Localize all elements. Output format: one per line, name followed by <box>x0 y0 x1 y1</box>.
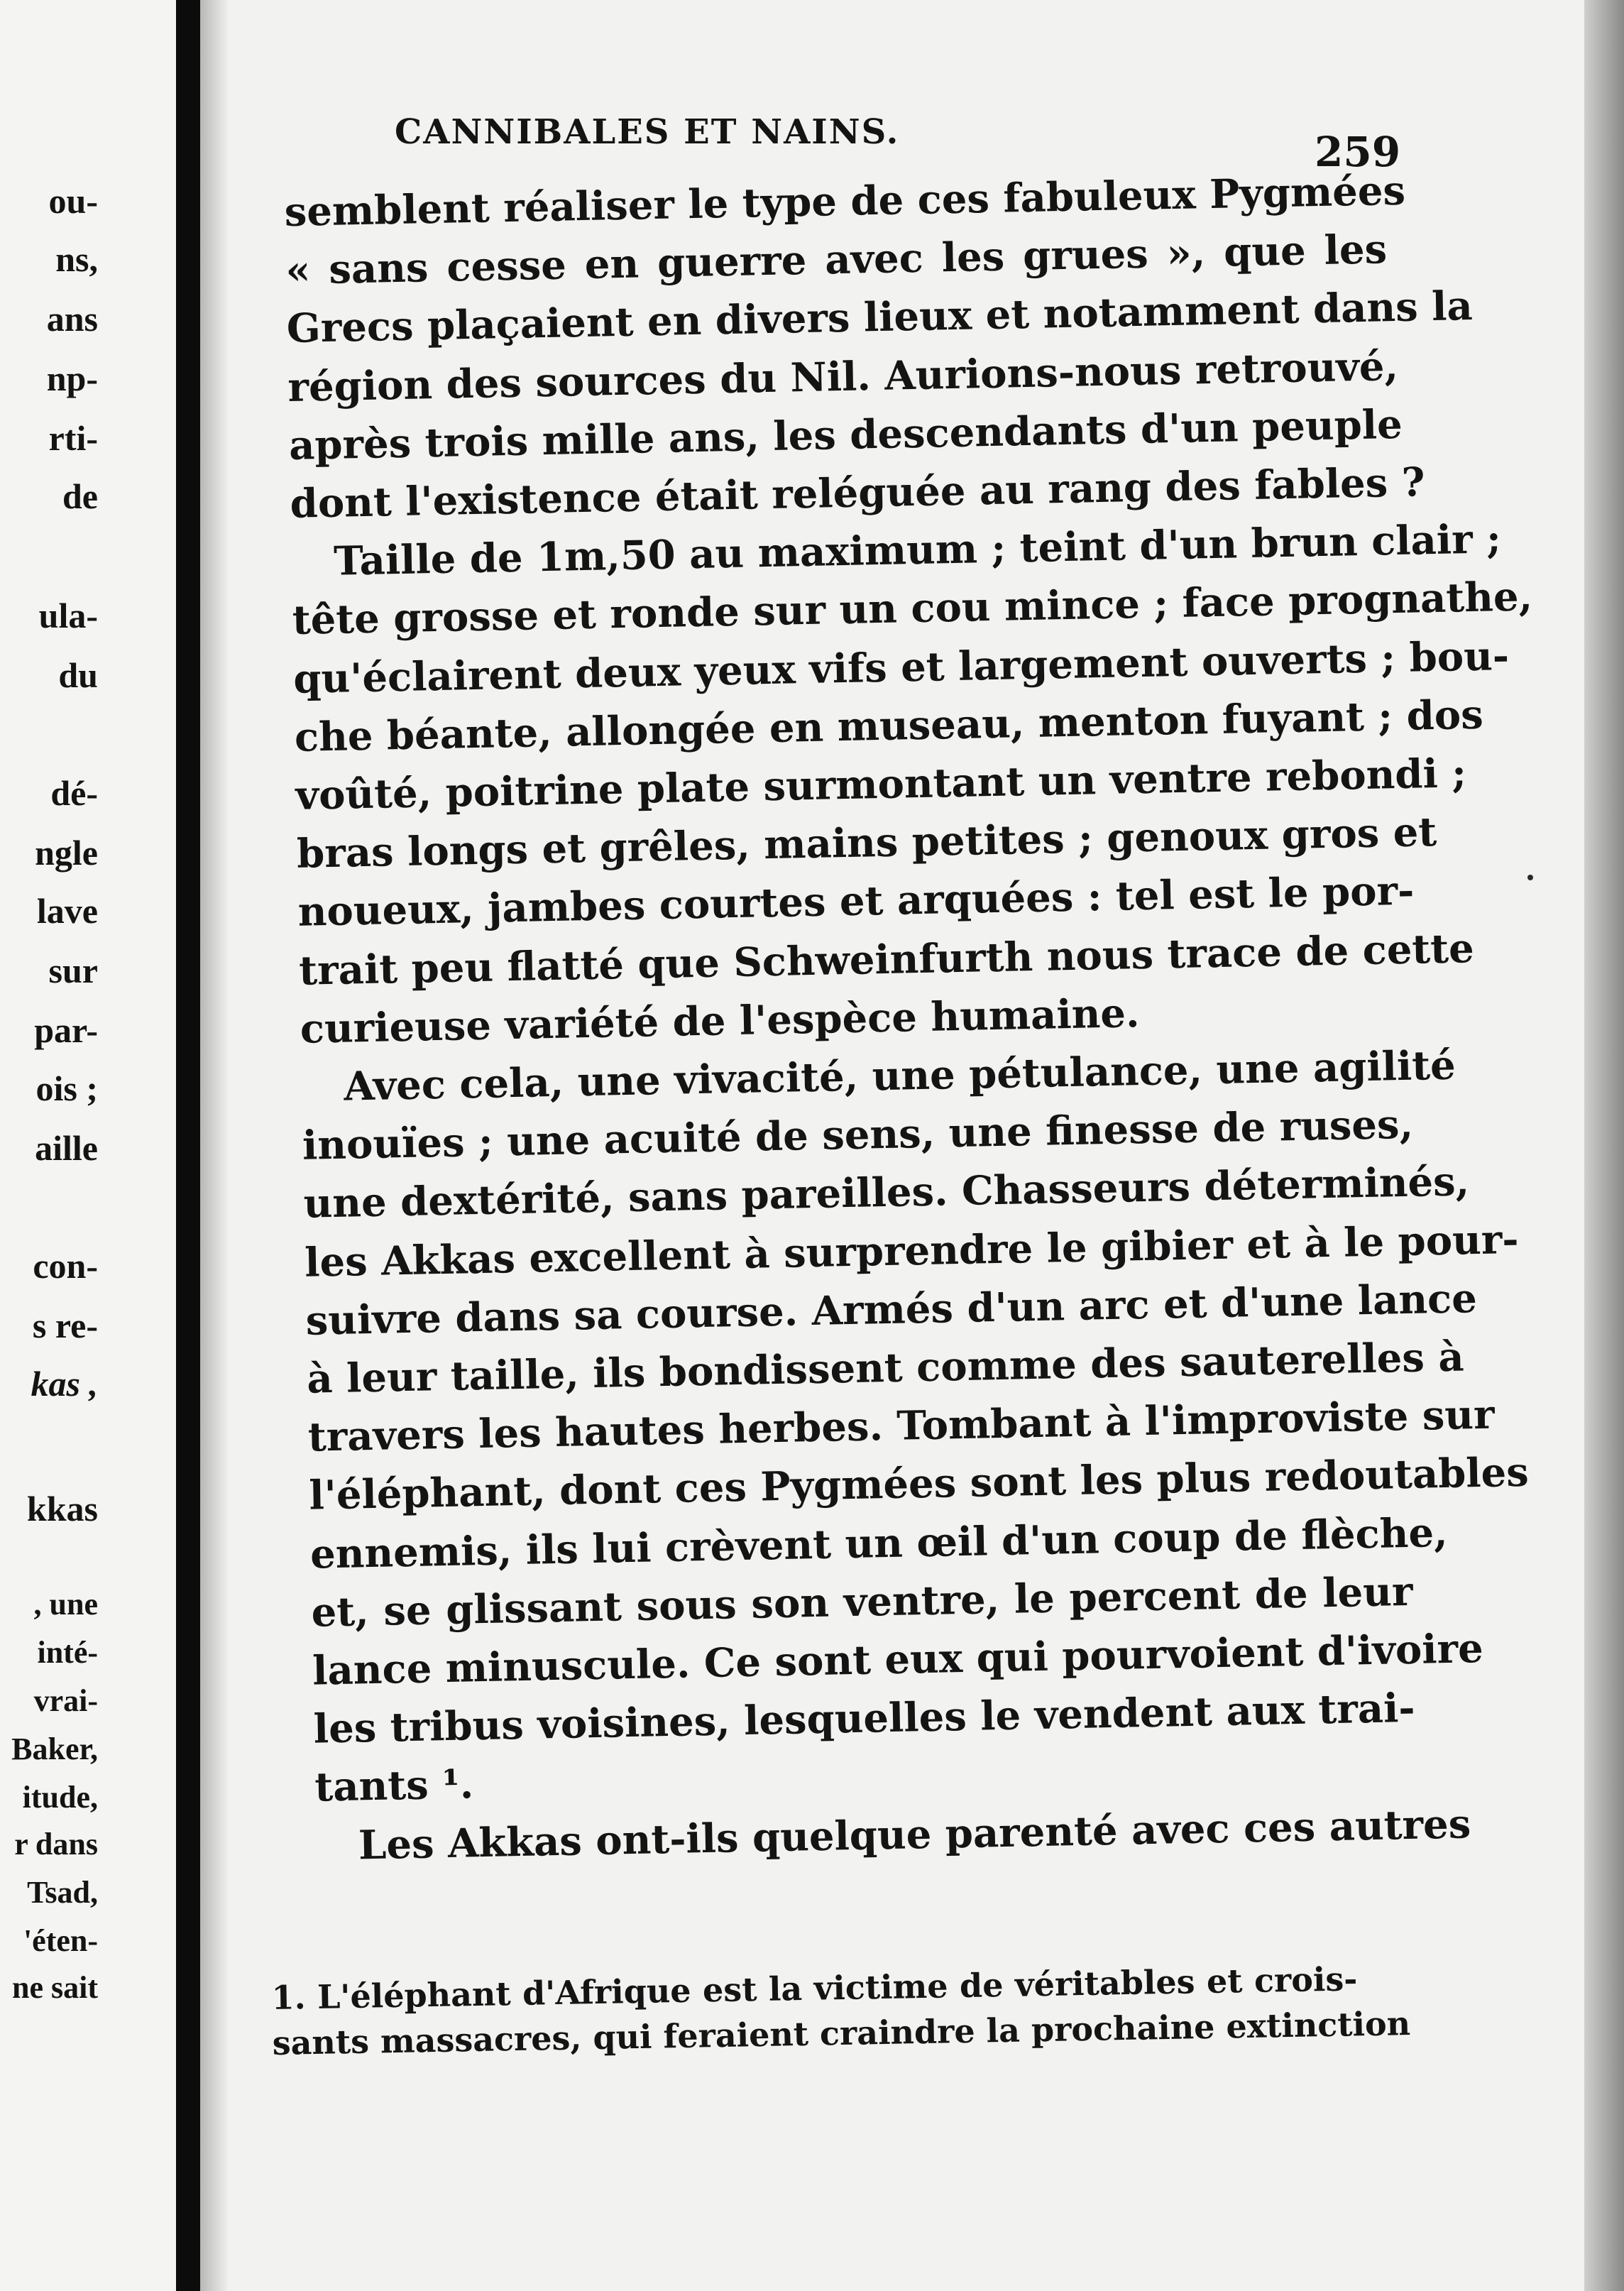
footnote-line: sants massacres, qui feraient craindre la prochaine extinction <box>272 2004 1411 2062</box>
facing-page-text: ois ; <box>35 1068 98 1108</box>
facing-page-text: vrai- <box>33 1683 98 1718</box>
facing-page-text: ngle <box>35 833 98 873</box>
text-line: Grecs plaçaient en divers lieux et notamment dans la <box>286 283 1474 353</box>
text-line: dont l'existence était reléguée au rang des fables ? <box>290 459 1426 527</box>
facing-page-text: aille <box>35 1128 98 1168</box>
footnote <box>271 1956 1411 2066</box>
text-line: ennemis, ils lui crèvent un œil d'un coup de flèche, <box>309 1509 1449 1578</box>
text-line: « sans cesse en guerre avec les grues », que les <box>285 226 1388 295</box>
book-gutter <box>176 0 200 2291</box>
facing-page-text: par- <box>34 1010 98 1050</box>
body-text <box>284 162 1533 1875</box>
facing-page-fragment <box>0 0 176 2291</box>
text-line: l'éléphant, dont ces Pygmées sont les plus redoutables <box>308 1449 1530 1520</box>
facing-page-text: con- <box>33 1246 98 1286</box>
facing-page-text: ne sait <box>12 1970 98 2005</box>
text-line: les tribus voisines, lesquelles le vendent aux trai- <box>313 1685 1416 1753</box>
facing-page-text: inté- <box>37 1635 98 1670</box>
facing-page-text: r dans <box>14 1827 98 1861</box>
text-line: région des sources du Nil. Aurions-nous retrouvé, <box>287 342 1399 411</box>
facing-page-text: np- <box>46 359 98 398</box>
facing-page-text: Baker, <box>11 1732 98 1766</box>
text-line: suivre dans sa course. Armés d'un arc et d'une lance <box>305 1274 1478 1345</box>
text-line: inouïes ; une acuité de sens, une finesse de ruses, <box>302 1100 1414 1169</box>
page-number: 259 <box>1315 128 1401 176</box>
facing-page-text: , une <box>33 1587 98 1622</box>
paper-speck <box>1527 875 1533 880</box>
text-line: voûté, poitrine plate surmontant un ventre rebondi ; <box>295 750 1467 819</box>
text-line: les Akkas excellent à surprendre le gibier et à le pour- <box>304 1215 1520 1286</box>
facing-page-text: de <box>62 476 98 516</box>
facing-page-text: ou- <box>48 181 98 221</box>
facing-page-text: ula- <box>38 596 98 635</box>
facing-page-text: ans <box>46 299 98 339</box>
running-title: CANNIBALES ET NAINS. <box>395 112 900 152</box>
text-line: après trois mille ans, les descendants d'un peuple <box>288 400 1403 469</box>
facing-page-text: kas , <box>31 1364 98 1404</box>
facing-page-text: ns, <box>55 239 98 279</box>
text-line: semblent réaliser le type de ces fabuleux Pygmées <box>284 167 1406 236</box>
page-edge <box>1584 0 1624 2291</box>
text-line: Avec cela, une vivacité, une pétulance, une agilité <box>343 1041 1456 1110</box>
text-line: che béante, allongée en museau, menton fuyant ; dos <box>294 691 1484 761</box>
text-line: noueux, jambes courtes et arquées : tel est le por- <box>297 868 1415 936</box>
text-line: lance minuscule. Ce sont eux qui pourvoient d'ivoire <box>312 1625 1484 1695</box>
text-line: et, se glissant sous son ventre, le percent de leur <box>311 1568 1414 1636</box>
facing-page-text: dé- <box>50 773 98 813</box>
text-line: trait peu flatté que Schweinfurth nous trace de cette <box>298 924 1475 995</box>
facing-page-text: itude, <box>22 1780 98 1815</box>
text-line: Les Akkas ont-ils quelque parenté avec ces autres <box>358 1800 1471 1869</box>
text-line: bras longs et grêles, mains petites ; genoux gros et <box>296 809 1437 878</box>
facing-page-text: du <box>58 655 98 695</box>
text-line: tants ¹. <box>314 1761 474 1812</box>
facing-page-text: 'éten- <box>23 1923 98 1958</box>
facing-page-text: kkas <box>26 1489 98 1529</box>
text-line: curieuse variété de l'espèce humaine. <box>300 989 1141 1053</box>
gutter-shadow <box>200 0 229 2291</box>
facing-page-text: sur <box>48 951 98 990</box>
text-line: travers les hautes herbes. Tombant à l'improviste sur <box>307 1391 1496 1461</box>
text-line: Taille de 1m,50 au maximum ; teint d'un brun clair ; <box>333 515 1502 585</box>
facing-page-text: Tsad, <box>27 1875 98 1910</box>
facing-page-text: s re- <box>32 1306 98 1345</box>
text-line: tête grosse et ronde sur un cou mince ; face prognathe, <box>292 573 1533 645</box>
footnote-line: 1. L'éléphant d'Afrique est la victime de véritables et crois- <box>271 1959 1358 2017</box>
text-line: une dextérité, sans pareilles. Chasseurs déterminés, <box>302 1158 1470 1228</box>
facing-page-text: rti- <box>48 418 98 458</box>
facing-page-text: lave <box>36 891 98 931</box>
text-line: à leur taille, ils bondissent comme des sauterelles à <box>306 1333 1465 1403</box>
text-line: qu'éclairent deux yeux vifs et largement ouverts ; bou- <box>292 632 1510 703</box>
